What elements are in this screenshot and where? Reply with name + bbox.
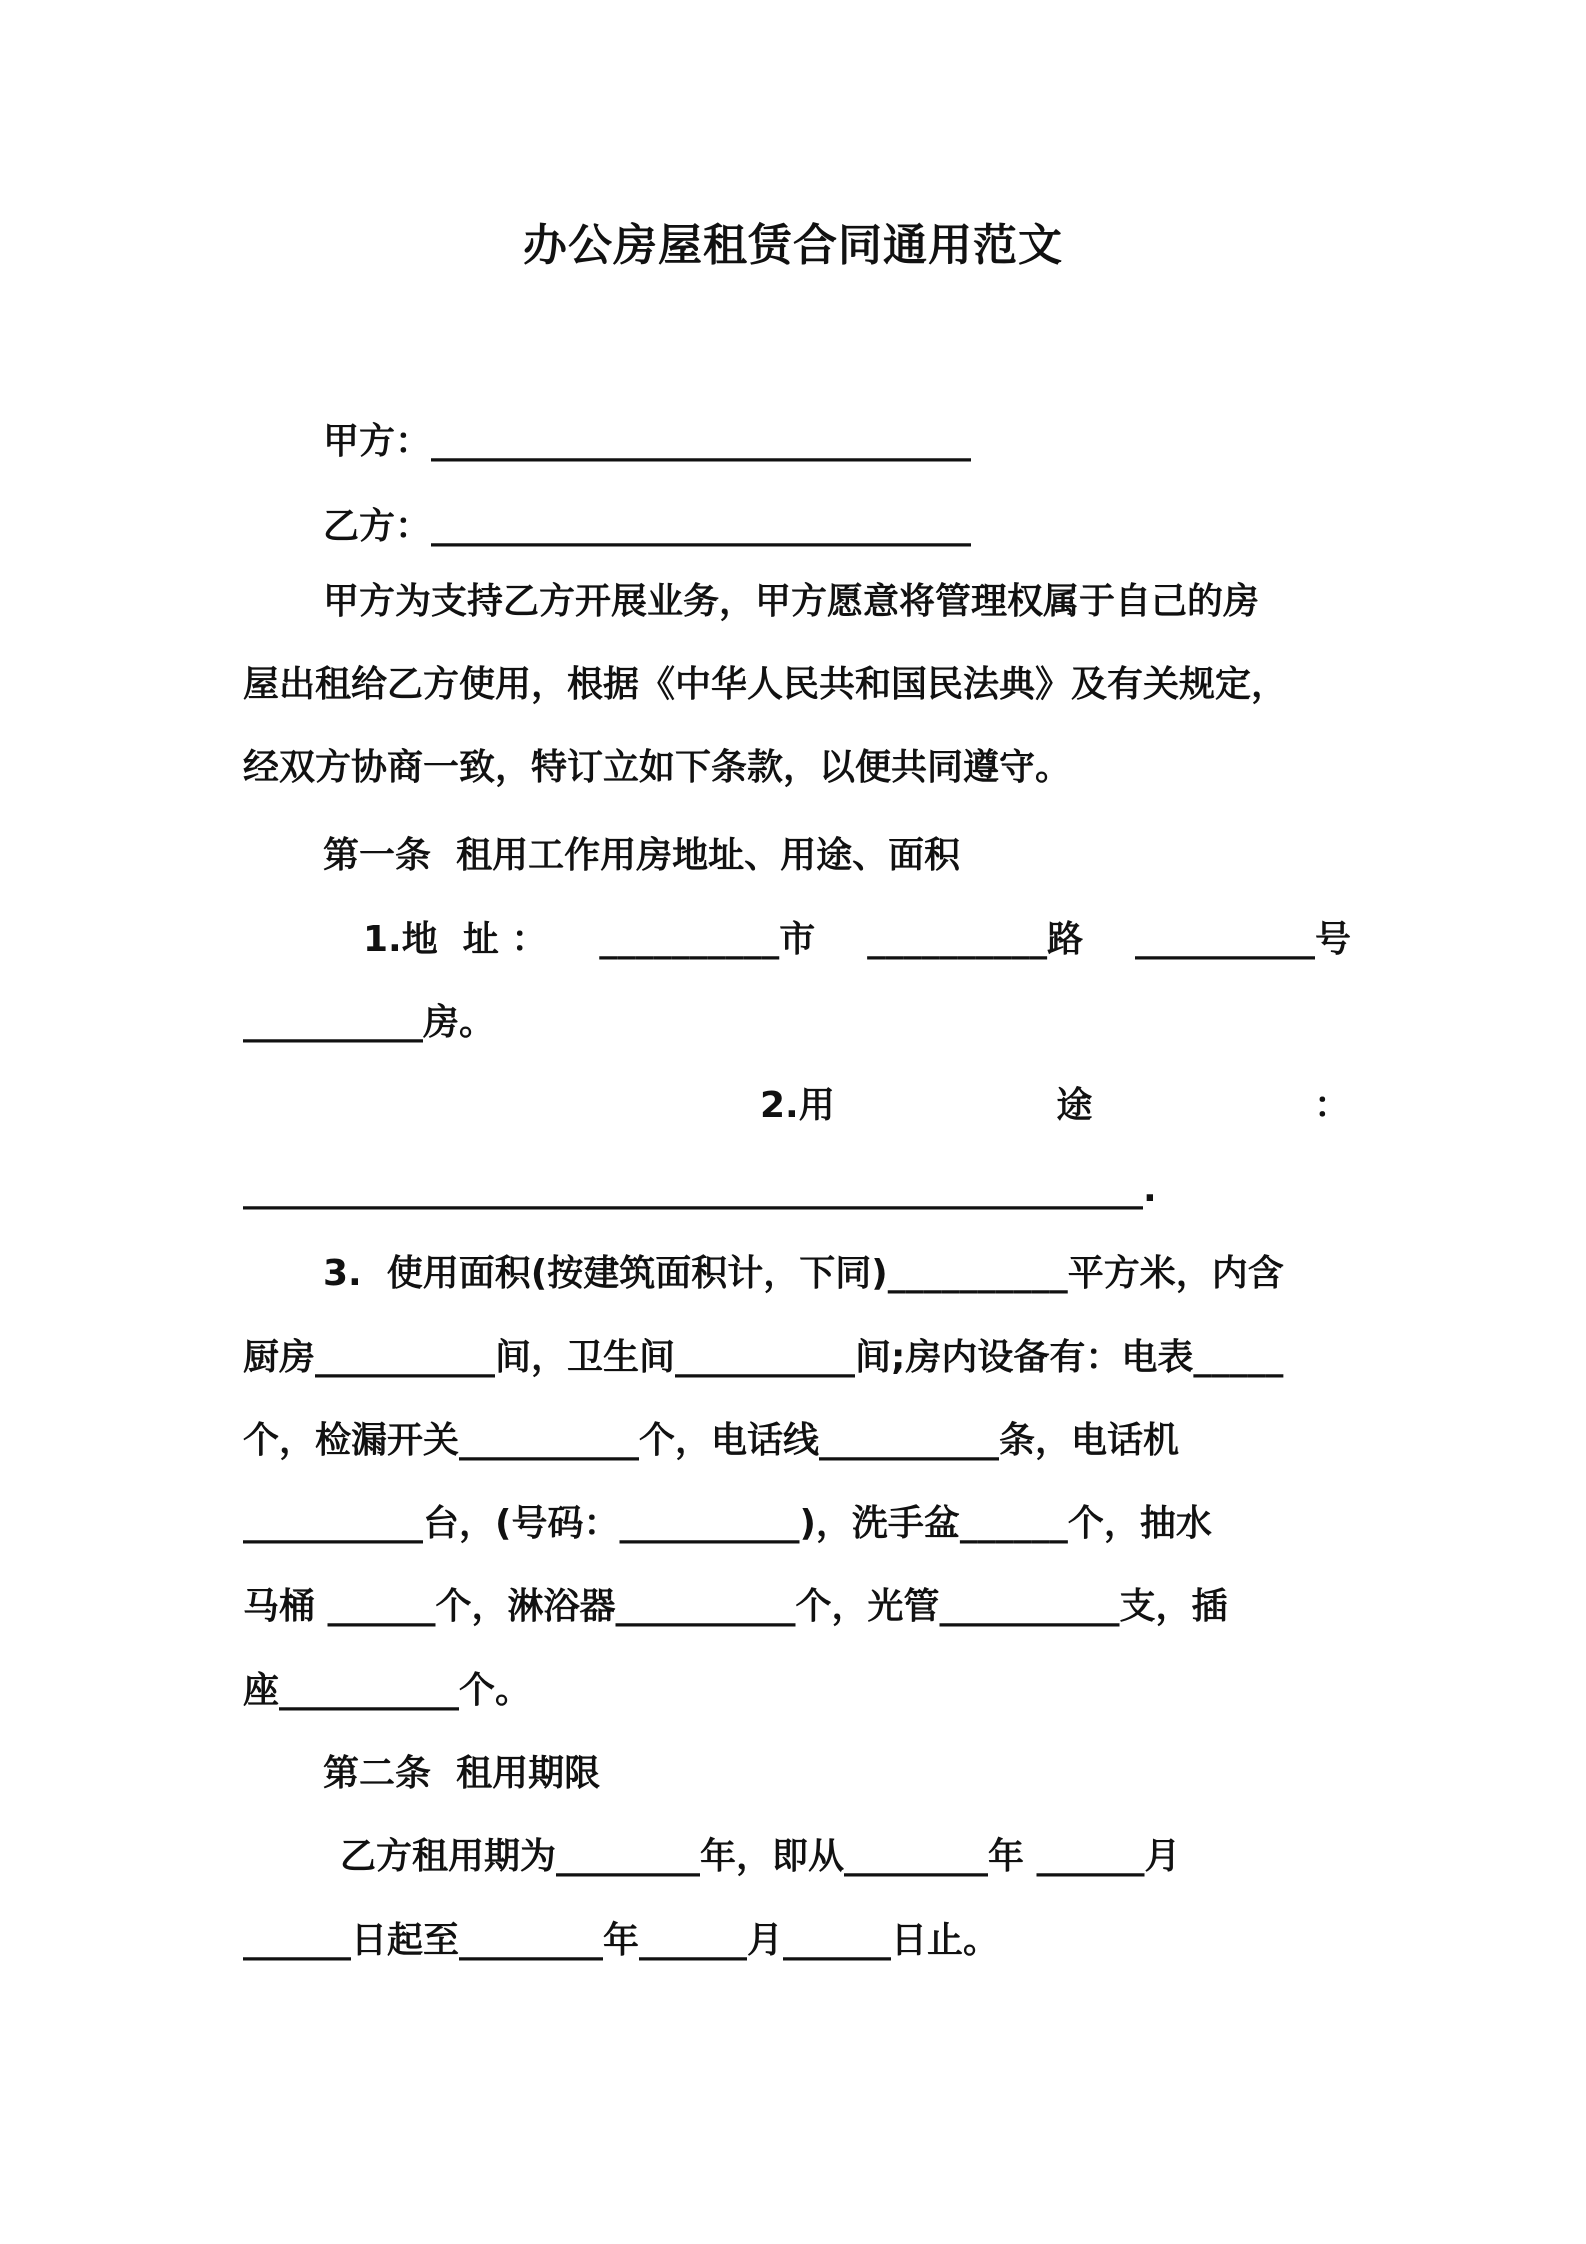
- usage-label-2: 途: [1056, 1085, 1093, 1126]
- address-number-blank: __________号: [1134, 919, 1351, 960]
- party-b-line: 乙方：______________________________: [323, 506, 972, 547]
- address-label: 1.地 址 ：: [363, 919, 548, 960]
- usage-line-1: [760, 1076, 1350, 1136]
- area-line-6: 座__________个。: [243, 1670, 532, 1711]
- address-city-blank: __________市: [599, 919, 816, 960]
- area-line-1: 3. 使用面积(按建筑面积计，下同)__________平方米，内含: [323, 1253, 1284, 1294]
- area-line-2: 厨房__________间，卫生间__________间;房内设备有：电表_____: [243, 1337, 1284, 1378]
- address-line-1: [363, 910, 1351, 970]
- address-road-blank: __________路: [867, 919, 1084, 960]
- area-line-4: __________台，(号码：__________)，洗手盆______个，抽水: [243, 1503, 1212, 1544]
- usage-label: 2.用: [760, 1085, 835, 1126]
- party-a-line: 甲方：______________________________: [323, 421, 972, 462]
- intro-line-3: 经双方协商一致，特订立如下条款，以便共同遵守。: [243, 747, 1072, 788]
- intro-line-2: 屋出租给乙方使用，根据《中华人民共和国民法典》及有关规定，: [243, 664, 1288, 705]
- article-2-heading: 第二条 租用期限: [323, 1753, 601, 1794]
- term-line-2: ______日起至________年______月______日止。: [243, 1920, 1000, 1961]
- area-line-5: 马桶 ______个，淋浴器__________个，光管__________支，插: [243, 1586, 1228, 1627]
- area-line-3: 个，检漏开关__________个，电话线__________条，电话机: [243, 1420, 1180, 1461]
- intro-line-1: 甲方为支持乙方开展业务，甲方愿意将管理权属于自己的房: [323, 581, 1260, 622]
- usage-colon: ：: [1313, 1085, 1350, 1126]
- term-line-1: 乙方租用期为________年，即从________年 ______月: [340, 1836, 1181, 1877]
- article-1-heading: 第一条 租用工作用房地址、用途、面积: [323, 835, 961, 876]
- usage-line-2: __________________________________________________.: [243, 1169, 1157, 1210]
- address-line-2: __________房。: [243, 1002, 496, 1043]
- document-title: 办公房屋租赁合同通用范文: [523, 220, 1063, 271]
